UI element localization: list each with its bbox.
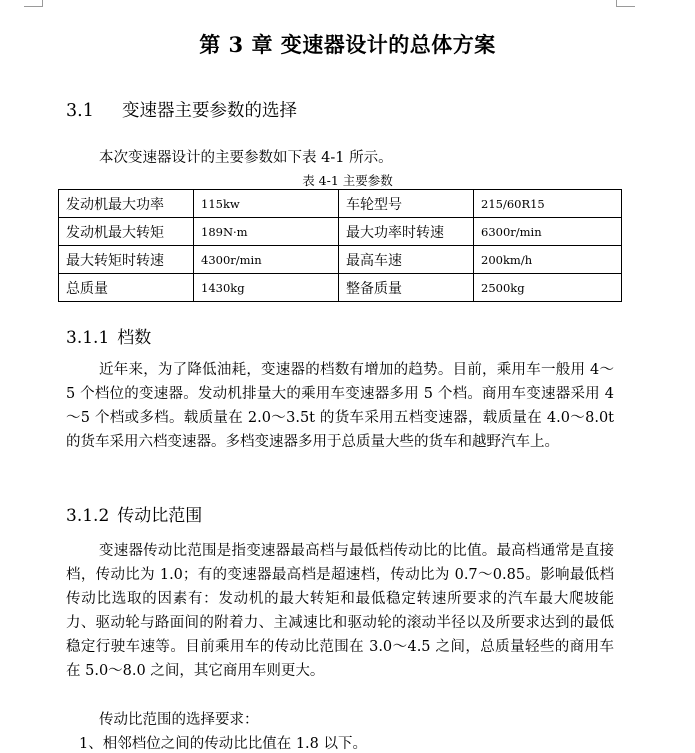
- table-cell-label: 最大转矩时转速: [59, 246, 194, 274]
- gears-paragraph: 近年来，为了降低油耗，变速器的档数有增加的趋势。目前，乘用车一般用 4～5 个档位的变速器。发动机排量大的乘用车变速器多用 5 个档。商用车变速器采用 4～5 个档或多档。载质量在 2.0～3.5t 的货车采用五档变速器，载质量在 4.0～8.0t 的货车采用六档变速器。多档变速器多用于总质量大些的货车和越野汽车上。: [66, 362, 614, 450]
- table-cell-label: 发动机最大功率: [59, 190, 194, 218]
- requirement-item: 1、相邻档位之间的传动比比值在 1.8 以下。: [79, 736, 368, 752]
- crop-mark-top-right: [616, 0, 635, 7]
- table-cell-label: 整备质量: [339, 274, 474, 302]
- ratio-range-paragraph: 变速器传动比范围是指变速器最高档与最低档传动比的比值。最高档通常是直接档，传动比为 1.0；有的变速器最高档是超速档，传动比为 0.7～0.85。影响最低档传动比选取的因素有：发动机的最大转矩和最低稳定转速所要求的汽车最大爬坡能力、驱动轮与路面间的附着力、主减速比和驱动轮的滚动半径以及所要求达到的最低稳定行驶车速等。目前乘用车的传动比范围在 3.0～4.5 之间，总质量轻些的商用车在 5.0～8.0 之间，其它商用车则更大。: [66, 543, 614, 679]
- table-cell-label: 最高车速: [339, 246, 474, 274]
- table-cell-label: 最大功率时转速: [339, 218, 474, 246]
- table-row: [59, 190, 622, 218]
- table-cell-label: 总质量: [59, 274, 194, 302]
- table-cell-value: 215/60R15: [474, 190, 622, 218]
- section-title: 变速器主要参数的选择: [122, 101, 297, 121]
- subsection-title: 传动比范围: [117, 506, 203, 526]
- chapter-title: 第 3 章 变速器设计的总体方案: [199, 32, 496, 57]
- subsection-title: 档数: [117, 328, 152, 348]
- subsection-heading-ratio-range: [66, 501, 202, 526]
- table-cell-label: 发动机最大转矩: [59, 218, 194, 246]
- table-cell-value: 200km/h: [474, 246, 622, 274]
- table-row: [59, 218, 622, 246]
- section-heading: [66, 97, 297, 122]
- crop-mark-top-left: [24, 0, 43, 7]
- intro-paragraph: 本次变速器设计的主要参数如下表 4-1 所示。: [99, 150, 393, 166]
- table-row: [59, 274, 622, 302]
- table-cell-value: 189N·m: [194, 218, 339, 246]
- table-cell-value: 1430kg: [194, 274, 339, 302]
- table-cell-value: 4300r/min: [194, 246, 339, 274]
- requirements-intro: 传动比范围的选择要求：: [99, 712, 259, 728]
- table-cell-value: 2500kg: [474, 274, 622, 302]
- subsection-heading-gears: [66, 323, 151, 348]
- table-cell-label: 车轮型号: [339, 190, 474, 218]
- subsection-number: 3.1.1: [66, 328, 110, 348]
- table-row: [59, 246, 622, 274]
- parameters-table: [58, 189, 622, 302]
- table-caption: 表 4-1 主要参数: [302, 173, 393, 188]
- subsection-number: 3.1.2: [66, 506, 110, 526]
- table-cell-value: 115kw: [194, 190, 339, 218]
- table-cell-value: 6300r/min: [474, 218, 622, 246]
- section-number: 3.1: [66, 101, 94, 121]
